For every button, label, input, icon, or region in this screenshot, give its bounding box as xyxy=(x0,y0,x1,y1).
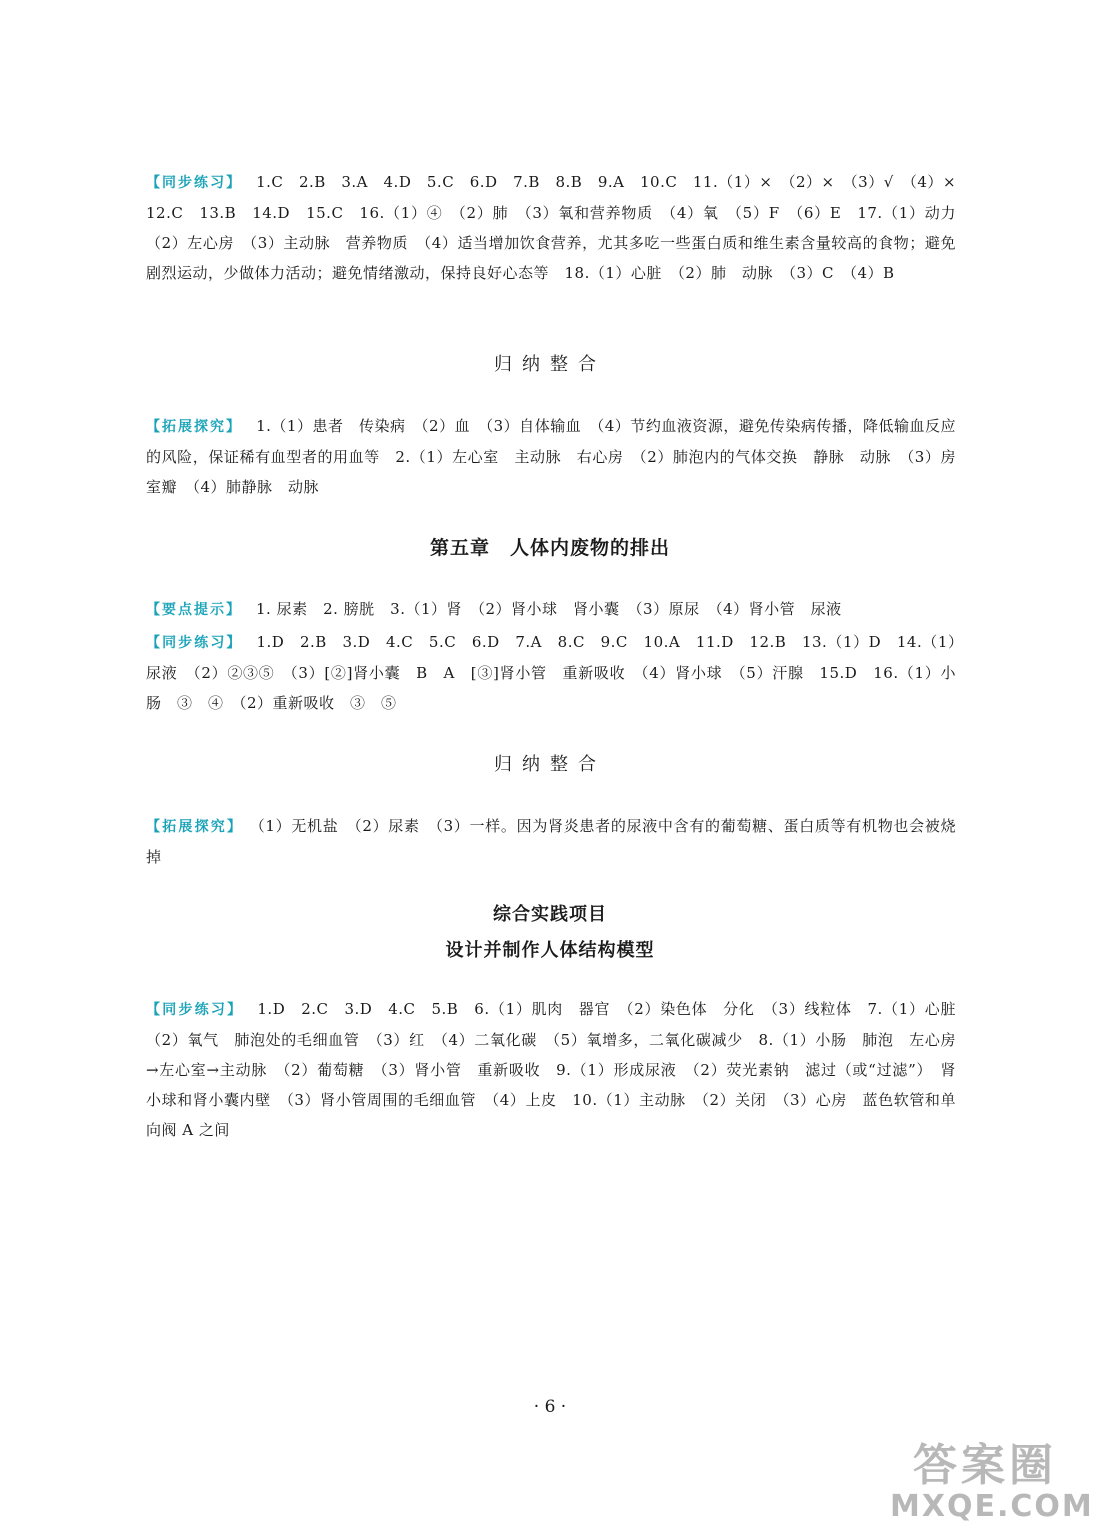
answer-text: 1.D 2.B 3.D 4.C 5.C 6.D 7.A 8.C 9.C 10.A 11.D 12.B 13.（1）D 14.（1）尿液 （2）②③⑤ （3）[②]肾小囊 B A [③]肾小管 重新吸收 （4）肾小球 （5）汗腺 15.D 16.（1）小肠 ③ ④ （2）重新吸收 ③ ⑤ xyxy=(146,633,957,712)
sync-practice-tag: 【同步练习】 xyxy=(146,175,243,191)
watermark-top-text: 答案圈 xyxy=(913,1440,1057,1491)
section-title-summary-1: 归纳整合 xyxy=(494,354,606,375)
answer-text: 1.（1）患者 传染病 （2）血 （3）自体输血 （4）节约血液资源，避免传染病传播，降低输血反应的风险，保证稀有血型者的用血等 2.（1）左心室 主动脉 右心房 （2）肺泡内的气体交换 静脉 动脉 （3）房室瓣 （4）肺静脉 动脉 xyxy=(146,417,956,496)
sync-practice-tag: 【同步练习】 xyxy=(146,635,243,651)
key-points-tag: 【要点提示】 xyxy=(146,602,242,618)
sync-practice-block-2 xyxy=(146,627,956,718)
page-number: · 6 · xyxy=(533,1397,567,1417)
key-points-block xyxy=(146,594,956,625)
chapter-title: 第五章 人体内废物的排出 xyxy=(429,537,670,559)
sync-practice-tag: 【同步练习】 xyxy=(146,1002,244,1018)
extension-inquiry-block-2 xyxy=(146,811,956,872)
sync-practice-block-3 xyxy=(146,994,972,1145)
project-subtitle: 设计并制作人体结构模型 xyxy=(445,940,655,961)
watermark-bottom-text: MXQE.COM xyxy=(890,1489,1094,1524)
answer-text: 1. 尿素 2. 膀胱 3.（1）肾 （2）肾小球 肾小囊 （3）原尿 （4）肾小管 尿液 xyxy=(256,600,842,618)
section-title-summary-2: 归纳整合 xyxy=(494,754,606,775)
extension-inquiry-tag: 【拓展探究】 xyxy=(146,819,244,835)
answer-text: 1.D 2.C 3.D 4.C 5.B 6.（1）肌肉 器官 （2）染色体 分化 （3）线粒体 7.（1）心脏 （2）氧气 肺泡处的毛细血管 （3）红 （4）二氧化碳 （5）氧增多，二氧化碳减少 8.（1）小肠 肺泡 左心房→左心室→主动脉 （2）葡萄糖 （3）肾小管 重新吸收 9.（1）形成尿液 （2）荧光素钠 滤过（或“过滤”） 肾小球和肾小囊内壁 （3）肾小管周围的毛细血管 （4）上皮 10.（1）主动脉 （2）关闭 （3）心房 蓝色软管和单向阀 A 之间 xyxy=(146,1000,972,1139)
extension-inquiry-block-1 xyxy=(146,411,956,502)
answer-text: 1.C 2.B 3.A 4.D 5.C 6.D 7.B 8.B 9.A 10.C 11.（1）× （2）× （3）√ （4）× 12.C 13.B 14.D 15.C 16.（1）④ （2）肺 （3）氧和营养物质 （4）氧 （5）F （6）E 17.（1）动力 （2）左心房 （3）主动脉 营养物质 （4）适当增加饮食营养，尤其多吃一些蛋白质和维生素含量较高的食物；避免剧烈运动，少做体力活动；避免情绪激动，保持良好心态等 18.（1）心脏 （2）肺 动脉 （3）C （4）B xyxy=(146,173,972,282)
project-title: 综合实践项目 xyxy=(493,904,607,925)
watermark-logo xyxy=(890,1429,1094,1524)
extension-inquiry-tag: 【拓展探究】 xyxy=(146,419,243,435)
answer-text: （1）无机盐 （2）尿素 （3）一样。因为肾炎患者的尿液中含有的葡萄糖、蛋白质等有机物也会被烧掉 xyxy=(146,817,957,866)
sync-practice-block-1 xyxy=(146,167,972,288)
